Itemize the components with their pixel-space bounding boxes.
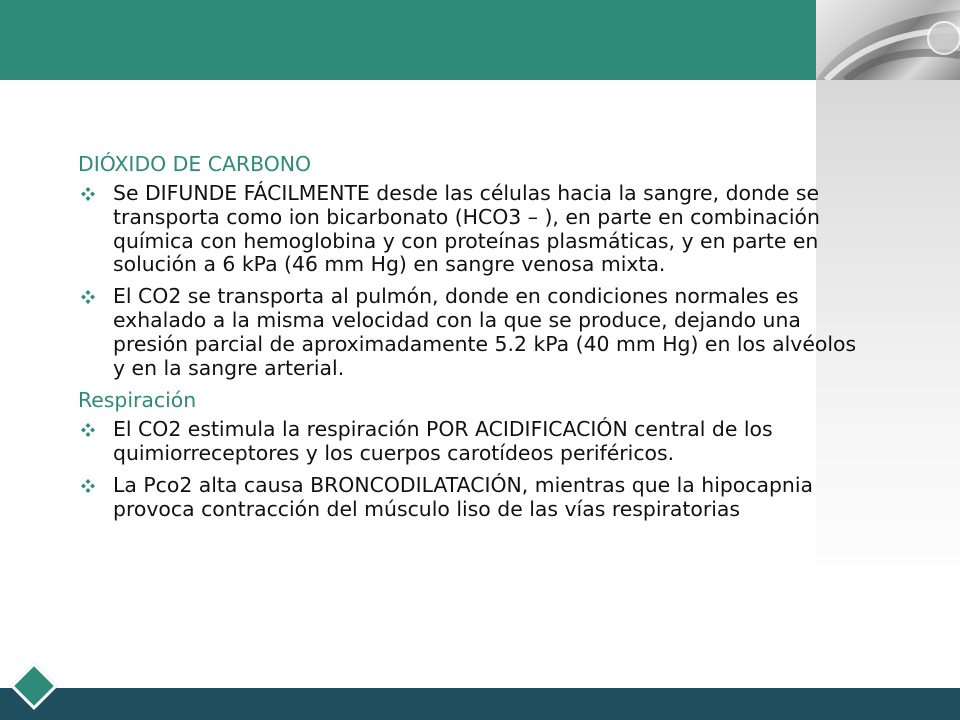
bullet-text: El CO2 estimula la respiración POR ACIDIFICACIÓN central de los quimiorreceptores y los cuerpos carotídeos periféricos. [113,417,773,466]
section-title-co2: DIÓXIDO DE CARBONO [78,152,312,176]
bullet-item [78,418,858,466]
header-bar [0,0,816,80]
bullet-text: Se DIFUNDE FÁCILMENTE desde las células hacia la sangre, donde se transporta como ion bicarbonato (HCO3 – ), en parte en combinación química con hemoglobina y con proteínas plasmáticas, y en parte en solución a 6 kPa (46 mm Hg) en sangre venosa mixta. [113,181,820,277]
four-diamond-icon [81,290,95,304]
four-diamond-icon [81,479,95,493]
section-title-respiracion: Respiración [78,388,197,413]
bullet-item [78,474,858,522]
four-diamond-icon [81,187,95,201]
bullet-item [78,182,858,277]
footer-bar [0,688,960,720]
four-diamond-icon [81,423,95,437]
decorative-corner-image [816,0,960,80]
slide-content [78,152,858,530]
bullet-text: La Pco2 alta causa BRONCODILATACIÓN, mientras que la hipocapnia provoca contracción del músculo liso de las vías respiratorias [113,472,814,521]
bullet-item [78,285,858,380]
bullet-text: El CO2 se transporta al pulmón, donde en condiciones normales es exhalado a la misma velocidad con la que se produce, dejando una presión parcial de aproximadamente 5.2 kPa (40 mm Hg) en los alvéolos y en la sangre arterial. [113,284,857,380]
